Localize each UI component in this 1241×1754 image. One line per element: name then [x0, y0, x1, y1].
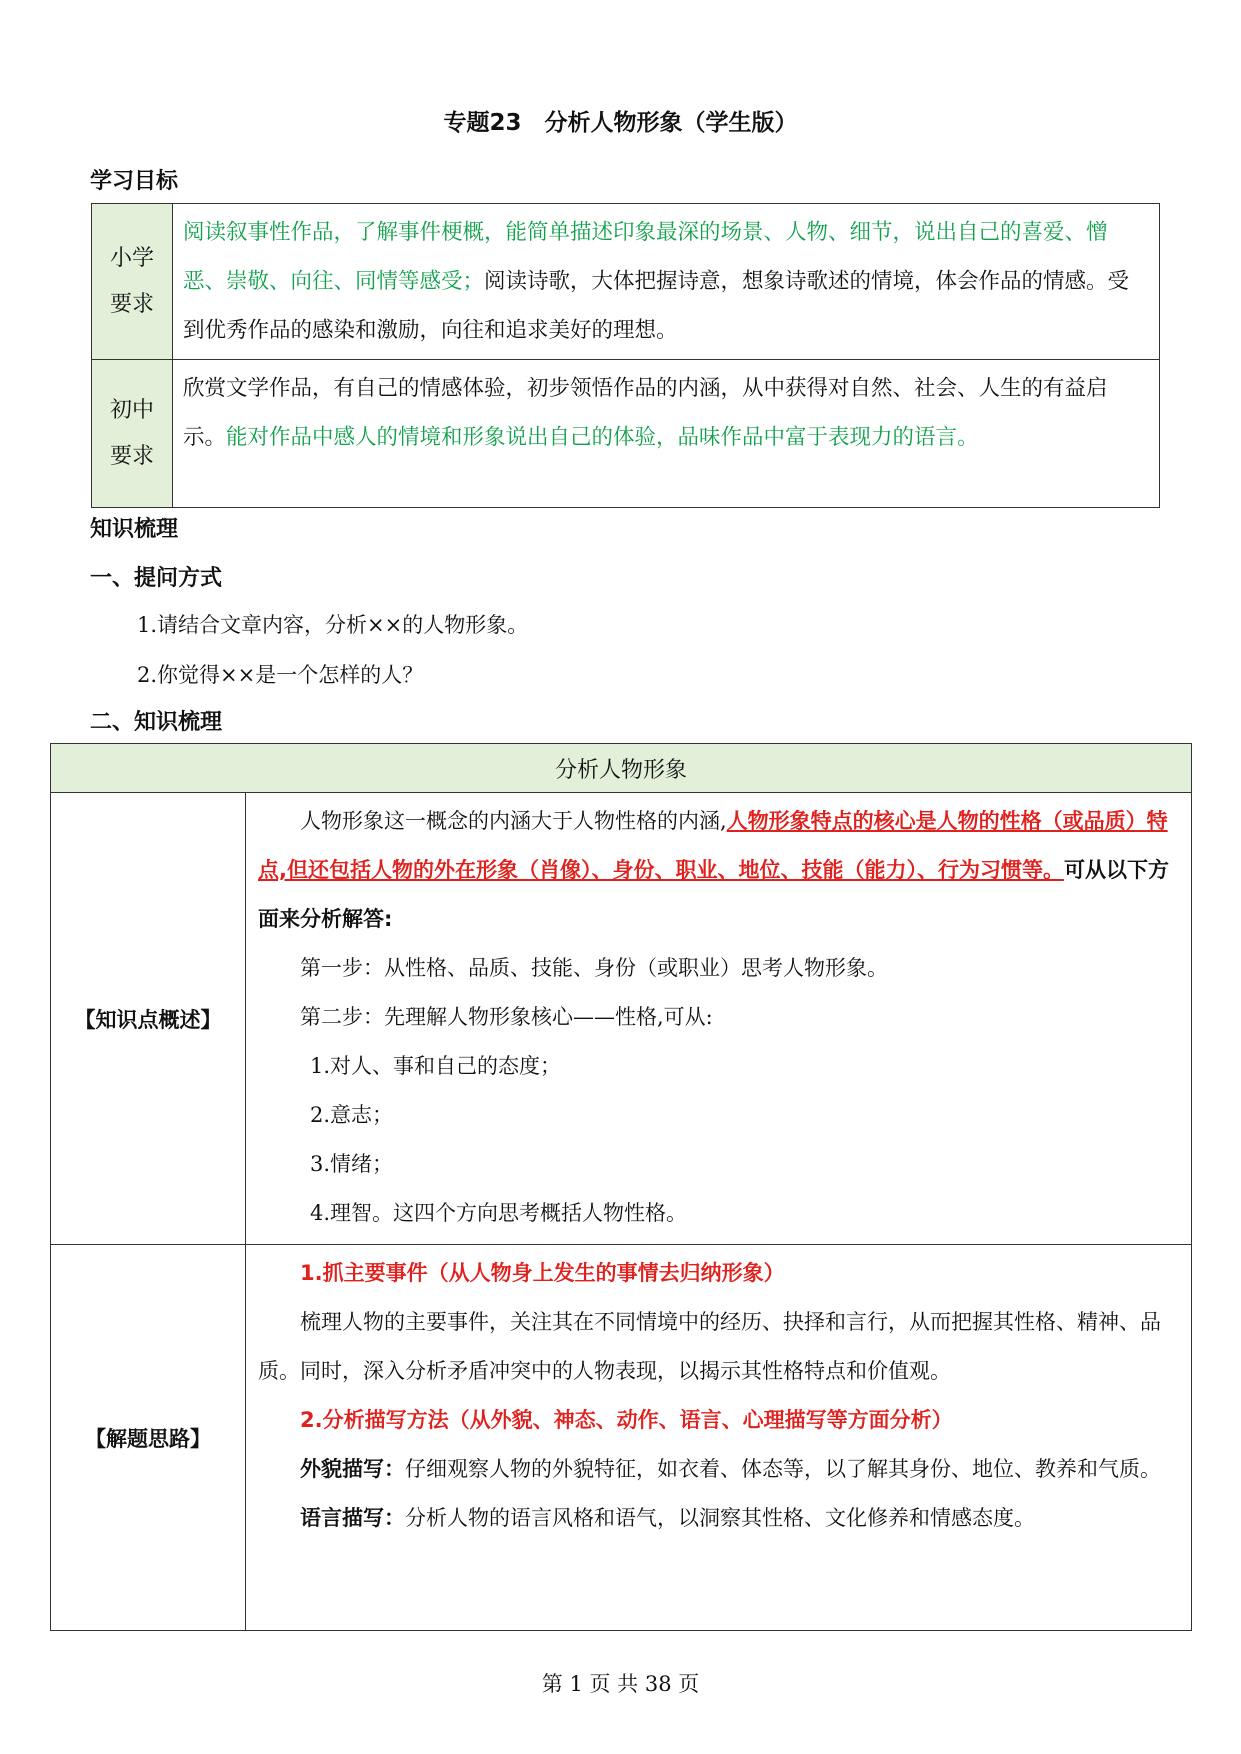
overview-label: 【知识点概述】	[51, 793, 246, 1245]
goal-label-line: 要求	[109, 443, 154, 469]
overview-text-bold: 可从以下方面来分析解答:	[258, 858, 1169, 931]
overview-row	[51, 793, 1192, 1245]
method-content	[246, 1245, 1192, 1631]
method-appearance	[258, 1445, 1181, 1494]
page-footer: 第 1 页 共 38 页	[541, 1672, 700, 1696]
method-paragraph: 梳理人物的主要事件，关注其在不同情境中的经历、抉择和言行，从而把握其性格、精神、品质。同时，深入分析矛盾冲突中的人物表现，以揭示其性格特点和价值观。	[258, 1310, 1161, 1383]
goal-label-line: 要求	[109, 291, 154, 317]
method-term: 语言描写：	[300, 1506, 405, 1530]
section-heading-goals: 学习目标	[90, 169, 179, 194]
method-term: 外貌描写：	[300, 1457, 405, 1481]
overview-list-item: 2.意志；	[310, 1103, 394, 1127]
goal-label-line: 小学	[109, 245, 154, 271]
knowledge-table	[50, 743, 1192, 1631]
knowledge-table-header: 分析人物形象	[51, 744, 1192, 793]
section-heading-knowledge: 知识梳理	[90, 517, 179, 542]
method-heading: 1.抓主要事件（从人物身上发生的事情去归纳形象）	[300, 1261, 785, 1285]
goal-text-primary	[173, 204, 1160, 360]
goal-text-middle	[173, 360, 1160, 508]
goals-table	[91, 203, 1160, 508]
overview-list-item: 4.理智。这四个方向思考概括人物性格。	[310, 1201, 688, 1225]
goal-text-plain: 阅读诗歌，大体把握诗意，想象诗歌述的情境，体会作品的情感。受到优秀作品的感染和激励，向往和追求美好的理想。	[183, 269, 1130, 343]
goal-label-middle	[92, 360, 173, 508]
overview-list-item: 1.对人、事和自己的态度；	[310, 1054, 562, 1078]
method-term-text: 仔细观察人物的外貌特征，如衣着、体态等，以了解其身份、地位、教养和气质。	[405, 1457, 1161, 1481]
subheading-knowledge-review: 二、知识梳理	[90, 710, 223, 735]
goal-label-line: 初中	[109, 397, 154, 423]
subheading-question-types: 一、提问方式	[90, 566, 223, 591]
method-label: 【解题思路】	[51, 1245, 246, 1631]
goal-row-primary	[92, 204, 1160, 360]
overview-list-item: 3.情绪；	[310, 1152, 394, 1176]
question-item: 1.请结合文章内容，分析××的人物形象。	[137, 613, 529, 637]
page-title: 专题23 分析人物形象（学生版）	[443, 110, 798, 136]
goal-text-highlight: 能对作品中感人的情境和形象说出自己的体验，品味作品中富于表现力的语言。	[226, 425, 979, 450]
overview-step: 第二步：先理解人物形象核心——性格,可从:	[300, 1005, 713, 1029]
overview-text-highlight: 人物形象特点的核心是人物的性格（或品质）特点,但还包括人物的外在形象（肖像）、身份、职业、地位、技能（能力）、行为习惯等。	[258, 809, 1168, 882]
goal-row-middle	[92, 360, 1160, 508]
method-term-text: 分析人物的语言风格和语气，以洞察其性格、文化修养和情感态度。	[405, 1506, 1035, 1530]
goal-text-plain: 欣赏文学作品，有自己的情感体验，初步领悟作品的内涵，从中获得对自然、社会、人生的有益启示。	[183, 376, 1108, 450]
goal-label-primary	[92, 204, 173, 360]
knowledge-header-row	[51, 744, 1192, 793]
question-item: 2.你觉得××是一个怎样的人？	[137, 663, 424, 687]
method-row	[51, 1245, 1192, 1631]
method-language	[258, 1494, 1181, 1543]
overview-paragraph	[258, 797, 1181, 944]
method-heading: 2.分析描写方法（从外貌、神态、动作、语言、心理描写等方面分析）	[300, 1408, 953, 1432]
overview-content	[246, 793, 1192, 1245]
overview-text-plain: 人物形象这一概念的内涵大于人物性格的内涵,	[300, 809, 727, 833]
overview-step: 第一步：从性格、品质、技能、身份（或职业）思考人物形象。	[300, 956, 888, 980]
goal-text-highlight: 阅读叙事性作品，了解事件梗概，能简单描述印象最深的场景、人物、细节，说出自己的喜爱、憎恶、崇敬、向往、同情等感受；	[183, 220, 1108, 294]
